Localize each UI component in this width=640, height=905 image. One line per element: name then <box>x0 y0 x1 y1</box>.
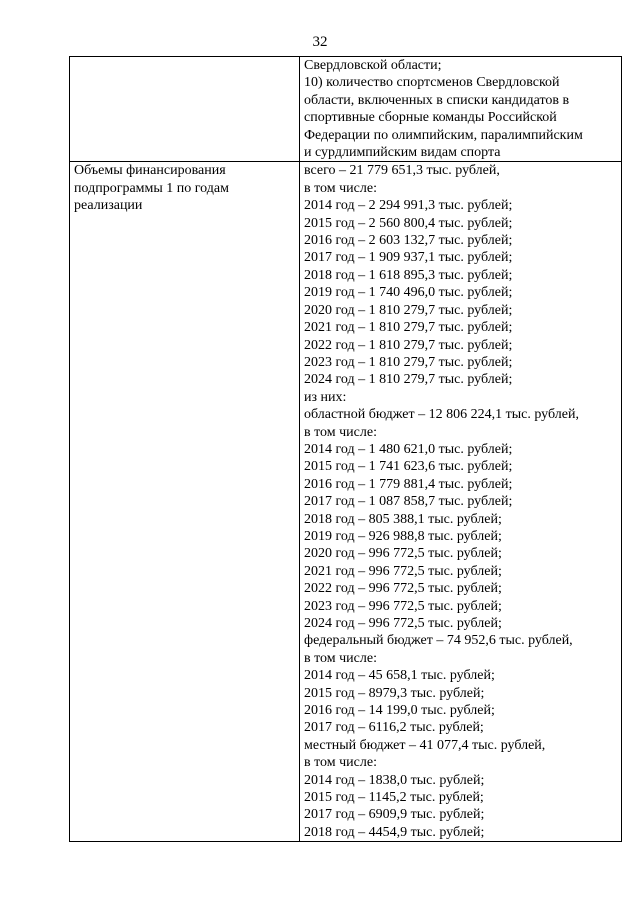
text-line: спортивные сборные команды Российской <box>304 110 557 126</box>
funding-line: областной бюджет – 12 806 224,1 тыс. рублей, <box>304 407 579 423</box>
funding-line: в том числе: <box>304 180 377 196</box>
funding-line: 2014 год – 45 658,1 тыс. рублей; <box>304 668 495 684</box>
funding-line: 2014 год – 1 480 621,0 тыс. рублей; <box>304 441 513 457</box>
table-row-indicators <box>70 57 622 162</box>
funding-line: 2017 год – 1 909 937,1 тыс. рублей; <box>304 250 513 266</box>
funding-line: 2018 год – 1 618 895,3 тыс. рублей; <box>304 267 513 283</box>
funding-line: 2018 год – 4454,9 тыс. рублей; <box>304 824 485 840</box>
table-row-funding <box>70 162 622 842</box>
page-number: 32 <box>312 34 328 50</box>
program-table <box>69 56 622 842</box>
funding-line: 2014 год – 2 294 991,3 тыс. рублей; <box>304 198 513 214</box>
funding-line: 2019 год – 1 740 496,0 тыс. рублей; <box>304 285 513 301</box>
funding-line: 2021 год – 996 772,5 тыс. рублей; <box>304 563 502 579</box>
funding-line: 2017 год – 6909,9 тыс. рублей; <box>304 807 485 823</box>
text-line: Свердловской области; <box>304 58 442 73</box>
funding-line: всего – 21 779 651,3 тыс. рублей, <box>304 163 500 179</box>
funding-line: 2016 год – 2 603 132,7 тыс. рублей; <box>304 233 513 249</box>
funding-line: 2022 год – 996 772,5 тыс. рублей; <box>304 581 502 597</box>
funding-line: в том числе: <box>304 650 377 666</box>
funding-label-line: подпрограммы 1 по годам <box>74 180 229 196</box>
funding-line: 2023 год – 996 772,5 тыс. рублей; <box>304 598 502 614</box>
text-line: 10) количество спортсменов Свердловской <box>304 75 560 91</box>
funding-label-line: реализации <box>74 198 143 214</box>
funding-line: 2020 год – 1 810 279,7 тыс. рублей; <box>304 302 513 318</box>
funding-values-cell <box>300 162 622 842</box>
funding-line: 2023 год – 1 810 279,7 тыс. рублей; <box>304 354 513 370</box>
funding-line: 2015 год – 8979,3 тыс. рублей; <box>304 685 485 701</box>
funding-line: местный бюджет – 41 077,4 тыс. рублей, <box>304 737 546 753</box>
funding-line: в том числе: <box>304 424 377 440</box>
funding-line: 2024 год – 1 810 279,7 тыс. рублей; <box>304 372 513 388</box>
funding-line: 2015 год – 1 741 623,6 тыс. рублей; <box>304 459 513 475</box>
funding-line: 2020 год – 996 772,5 тыс. рублей; <box>304 546 502 562</box>
funding-label-cell <box>70 162 300 842</box>
funding-line: 2018 год – 805 388,1 тыс. рублей; <box>304 511 502 527</box>
funding-line: 2016 год – 14 199,0 тыс. рублей; <box>304 703 495 719</box>
funding-line: 2017 год – 6116,2 тыс. рублей; <box>304 720 484 736</box>
funding-line: 2021 год – 1 810 279,7 тыс. рублей; <box>304 320 513 336</box>
text-line: и сурдлимпийским видам спорта <box>304 145 501 161</box>
funding-line: 2017 год – 1 087 858,7 тыс. рублей; <box>304 494 513 510</box>
indicator-label-cell <box>70 57 300 162</box>
funding-line: в том числе: <box>304 755 377 771</box>
funding-line: федеральный бюджет – 74 952,6 тыс. рублей, <box>304 633 573 649</box>
funding-line: 2015 год – 1145,2 тыс. рублей; <box>304 790 484 806</box>
text-line: Федерации по олимпийским, паралимпийским <box>304 127 583 143</box>
funding-line: 2014 год – 1838,0 тыс. рублей; <box>304 772 485 788</box>
funding-label-line: Объемы финансирования <box>74 163 226 179</box>
funding-line: 2015 год – 2 560 800,4 тыс. рублей; <box>304 215 513 231</box>
funding-line: из них: <box>304 389 347 405</box>
text-line: области, включенных в списки кандидатов в <box>304 92 570 108</box>
funding-line: 2019 год – 926 988,8 тыс. рублей; <box>304 528 502 544</box>
funding-line: 2022 год – 1 810 279,7 тыс. рублей; <box>304 337 513 353</box>
funding-line: 2016 год – 1 779 881,4 тыс. рублей; <box>304 476 513 492</box>
indicator-text-cell <box>300 57 622 162</box>
funding-line: 2024 год – 996 772,5 тыс. рублей; <box>304 616 502 631</box>
